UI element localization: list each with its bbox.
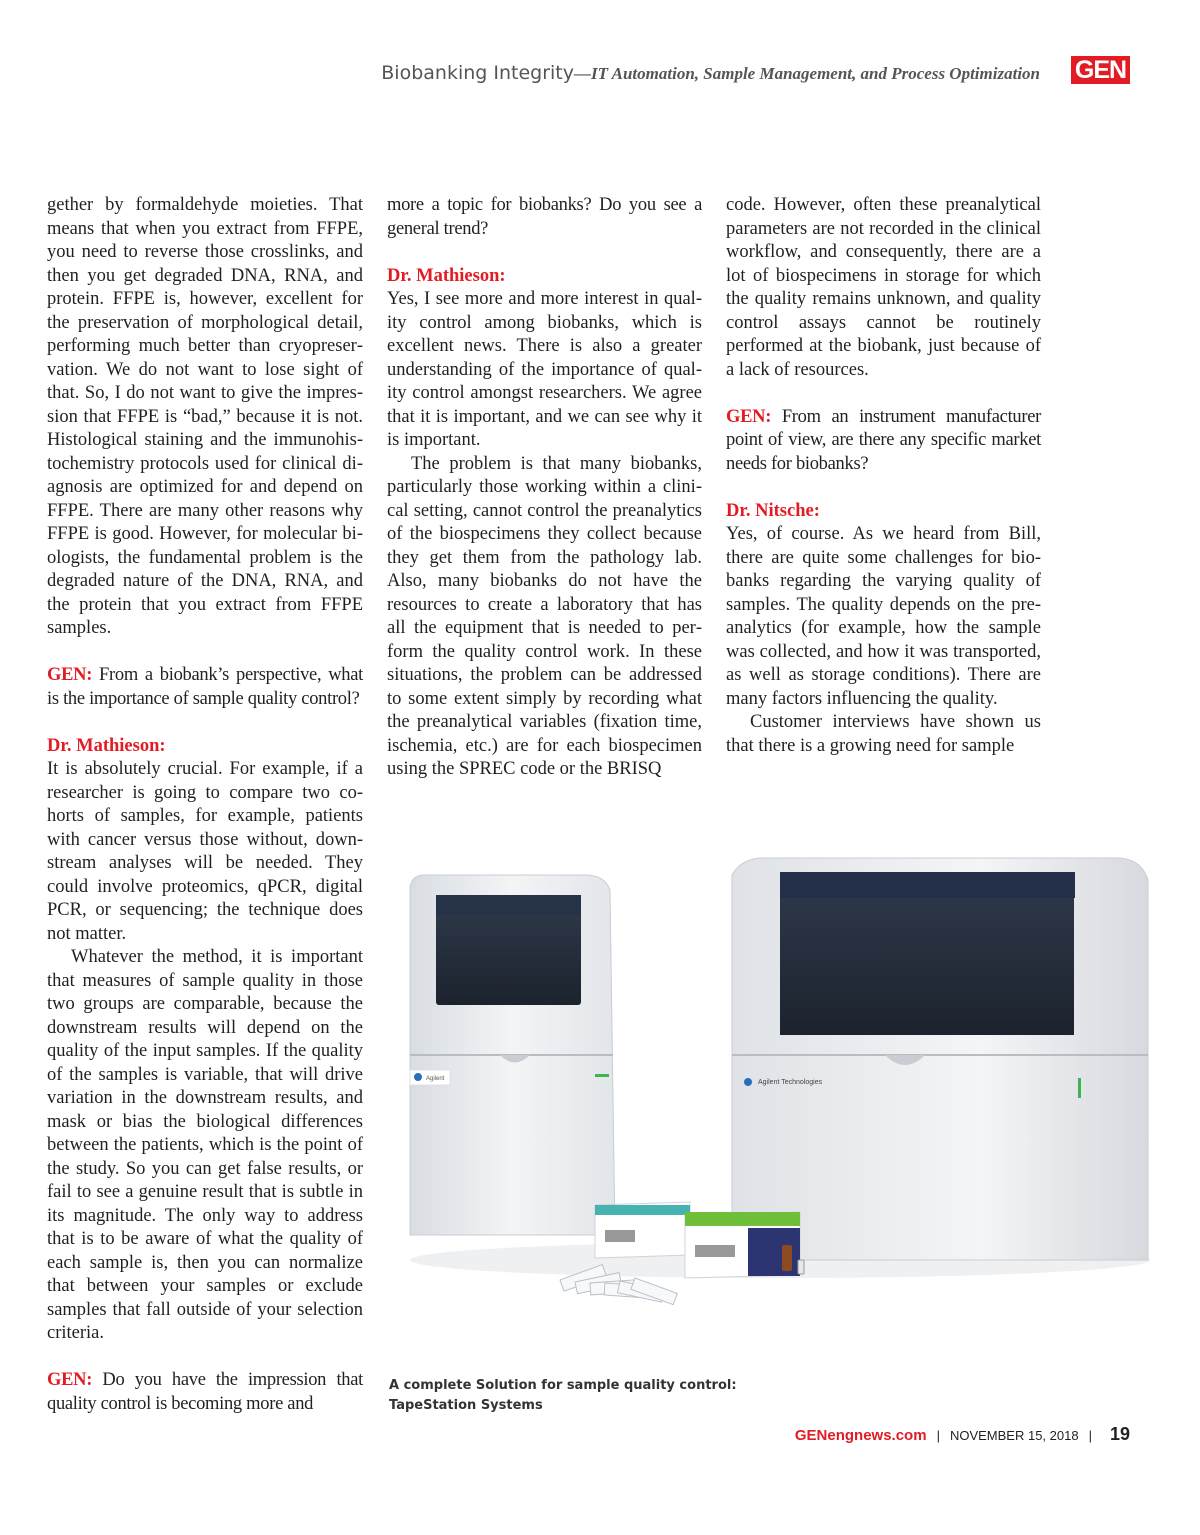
question	[726, 406, 1041, 477]
column-3	[726, 194, 1041, 758]
caption-line-2: TapeStation Systems	[389, 1398, 543, 1413]
paragraph: code. However, often these preanalytical parameters are not recorded in the clinical workflow, and consequently, there are a lot of biospecimens in storage for which the quality remains unknown, and quality control assays cannot be routinely performed at the biobank, just because of a lack of resources.	[726, 195, 1041, 380]
agilent-spark-icon-2	[744, 1078, 752, 1086]
column-1	[47, 194, 363, 1416]
column-2	[387, 194, 702, 782]
footer-site-link[interactable]: GENengnews.com	[794, 1427, 927, 1444]
tapestation-illustration	[380, 820, 1180, 1320]
speaker-label: Dr. Mathieson:	[47, 735, 166, 756]
paragraph: The problem is that many biobanks, particularly those working within a clinical setting, cannot control the preanalytics of the biospecimens they collect because they get them from the pathology lab. Also, many biobanks do not have the resources to create a laboratory that has all the equipment that is needed to perform the quality control work. In these situations, the problem can be addressed to some extent simply by recording what the preanalytical variables (fixation time, ischemia, etc.) are for each biospecimen using the SPREC code or the BRISQ	[387, 453, 702, 779]
page-footer	[795, 1424, 1130, 1445]
brand-label-left: Agilent	[426, 1076, 445, 1082]
figure-caption	[389, 1376, 769, 1416]
header-subtitle: —IT Automation, Sample Management, and Process Optimization	[574, 64, 1040, 83]
question-label: GEN:	[726, 406, 772, 427]
speaker-label: Dr. Mathieson:	[387, 265, 506, 286]
question	[47, 1369, 363, 1416]
caption-line-1: A complete Solution for sample quality control:	[389, 1378, 737, 1393]
product-photo	[380, 820, 1180, 1320]
paragraph: It is absolutely crucial. For example, if a researcher is going to compare two cohorts of samples, for example, patients with cancer versus those without, downstream analyses will be needed. They could involve proteomics, qPCR, digital PCR, or sequencing; the technique does not matter.	[47, 759, 363, 944]
gen-logo: GEN	[1071, 56, 1130, 84]
tapestation-small	[410, 875, 615, 1235]
brand-label-right: Agilent Technologies	[758, 1079, 823, 1086]
status-led-2	[1078, 1078, 1081, 1098]
footer-date: NOVEMBER 15, 2018	[949, 1428, 1079, 1443]
footer-separator: |	[936, 1428, 940, 1443]
question	[47, 664, 363, 711]
header-title: Biobanking Integrity	[381, 62, 575, 84]
question-text: From an instrument manufacturer point of view, are there any specific market needs for biobanks?	[726, 406, 1041, 474]
question-label: GEN:	[47, 665, 93, 685]
status-led	[595, 1074, 609, 1077]
question-label: GEN:	[47, 1370, 93, 1390]
question-text: Do you have the impression that quality control is becoming more and	[47, 1370, 363, 1414]
footer-separator-2: |	[1088, 1428, 1092, 1443]
running-header	[381, 62, 1040, 84]
question-text: From a biobank’s perspective, what is the importance of sample quality control?	[47, 665, 363, 709]
question-continued: more a topic for biobanks? Do you see a general trend?	[387, 195, 702, 239]
page-number: 19	[1109, 1424, 1130, 1444]
tapestation-large	[732, 858, 1148, 1260]
speaker-label: Dr. Nitsche:	[726, 500, 820, 521]
agilent-spark-icon	[414, 1073, 422, 1081]
paragraph: Yes, of course. As we heard from Bill, there are quite some challenges for biobanks regarding the varying quality of samples. The quality depends on the preanalytics (for example, how the sample was collected, and how it was transported, as well as storage conditions). There are many factors influencing the quality.	[726, 524, 1041, 709]
paragraph: gether by formaldehyde moieties. That means that when you extract from FFPE, you need to reverse those crosslinks, and then you get degraded DNA, RNA, and protein. FFPE is, however, excellent for the preservation of morphological detail, performing much better than cryopreservation. We do not want to lose sight of that. So, I do not want to give the impression that FFPE is “bad,” because it is not. Histological staining and the immunohistochemistry protocols used for clinical diagnosis are optimized for and depend on FFPE. There are many other reasons why FFPE is good. However, for molecular biologists, the fundamental problem is the degraded nature of the DNA, RNA, and the protein that you extract from FFPE samples.	[47, 195, 363, 638]
paragraph: Yes, I see more and more interest in quality control among biobanks, which is excellent news. There is also a greater understanding of the importance of quality control amongst researchers. We agree that it is important, and we can see why it is important.	[387, 289, 702, 450]
paragraph: Customer interviews have shown us that there is a growing need for sample	[726, 712, 1041, 756]
paragraph: Whatever the method, it is important that measures of sample quality in those two groups are comparable, because the downstream results will depend on the quality of the input samples. If the quality of the samples is variable, that will drive variation in the downstream results, and mask or bias the biological differences between the patients, which is the point of the study. So you can get false results, or fail to see a genuine result that is subtle in its magnitude. The only way to address that is to be aware of what the quality of each sample is, then you can normalize that between your samples or exclude samples that fall outside of your selection criteria.	[47, 947, 363, 1343]
